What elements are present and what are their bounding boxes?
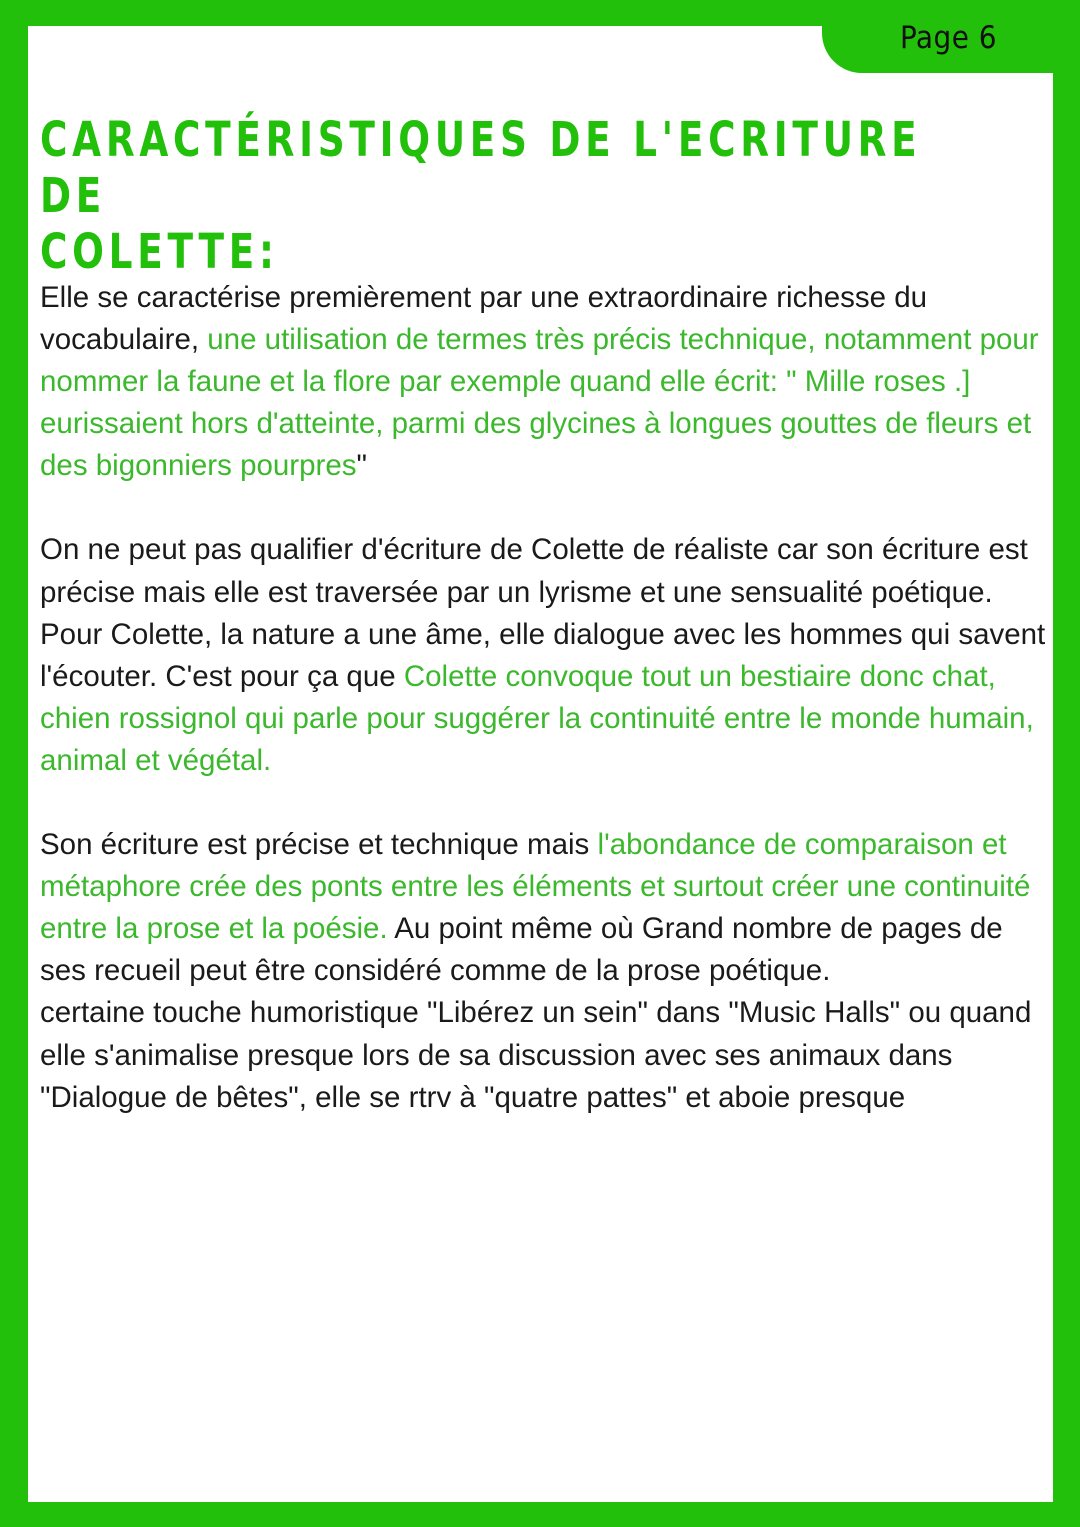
highlighted-text: une utilisation de termes très précis technique, notamment pour nommer la faune et la flore par exemple quand elle écrit: " Mille roses .] eurissaient hors d'atteinte, parmi des glycines à longues gouttes de fleurs et des bigonniers pourpres (40, 323, 1039, 483)
paragraph-text: Elle se caractérise premièrement par une extraordinaire richesse du vocabulaire, (40, 281, 928, 357)
document-body (40, 277, 1050, 1119)
paragraph-nature (40, 614, 1050, 782)
title-line-1: CARACTÉRISTIQUES DE L'ECRITURE DE (40, 112, 922, 224)
paragraph-humour: certaine touche humoristique "Libérez un sein" dans "Music Halls" ou quand elle s'animalise presque lors de sa discussion avec ses animaux dans "Dialogue de bêtes", elle se rtrv à "quatre pattes" et aboie presque (40, 996, 1032, 1114)
highlighted-text: l'abondance de comparaison et métaphore crée des ponts entre les éléments et surtout créer une continuité entre la prose et la poésie. (40, 828, 1031, 946)
paragraph-text: Son écriture est précise et technique mais (40, 828, 598, 862)
paragraph-vocabulary (40, 277, 1050, 487)
highlighted-text: Colette convoque tout un bestiaire donc chat, chien rossignol qui parle pour suggérer la continuité entre le monde humain, animal et végétal. (40, 659, 1034, 777)
paragraph-text: Pour Colette, la nature a une âme, elle dialogue avec les hommes qui savent l'écouter. C'est pour ça que (40, 617, 1046, 693)
title-line-2: COLETTE: (40, 224, 279, 280)
page-number: Page 6 (900, 20, 997, 56)
paragraph-metaphore (40, 824, 1050, 992)
paragraph-lyrisme: On ne peut pas qualifier d'écriture de Colette de réaliste car son écriture est précise mais elle est traversée par un lyrisme et une sensualité poétique. (40, 533, 1028, 609)
page-title (40, 112, 999, 280)
paragraph-text: " (356, 449, 367, 483)
paragraph-gap (40, 782, 1050, 824)
paragraph-text: Au point même où Grand nombre de pages de ses recueil peut être considéré comme de la prose poétique. (40, 912, 1003, 988)
paragraph-gap (40, 487, 1050, 529)
